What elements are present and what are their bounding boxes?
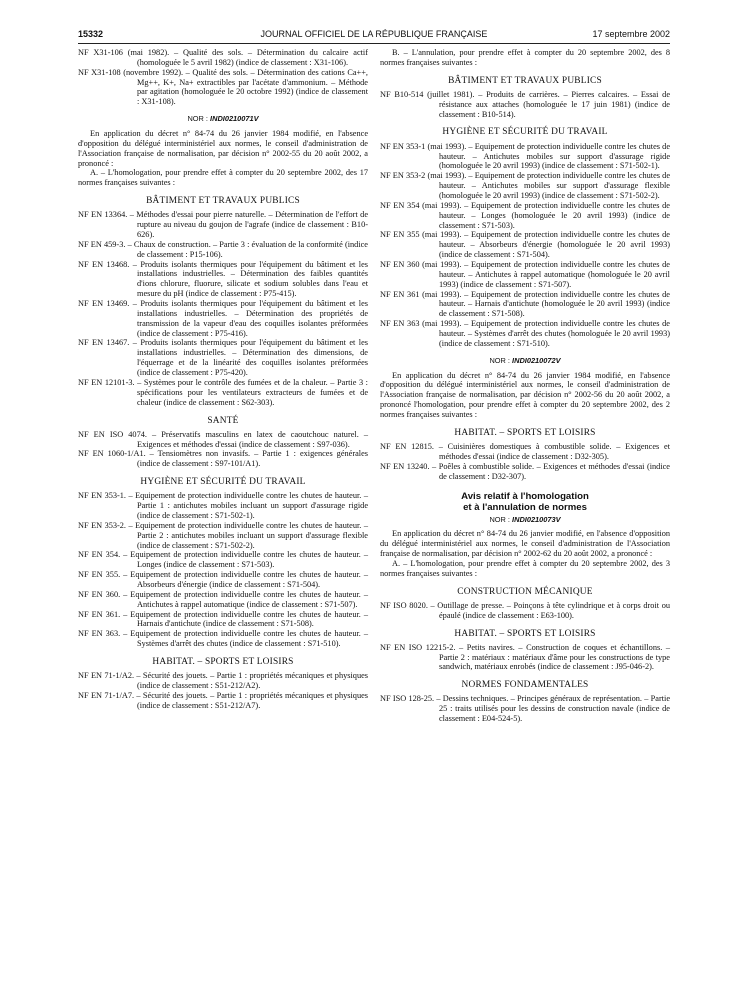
list-item: NF EN 12815. – Cuisinières domestiques à combustible solide. – Exigences et méthodes d'essai (indice de classement : D32-305). [380,442,670,461]
section-heading: SANTÉ [207,415,239,426]
homologation-paragraph: A. – L'homologation, pour prendre effet à compter du 20 septembre 2002, des 17 normes françaises suivantes : [78,168,368,188]
section-heading: CONSTRUCTION MÉCANIQUE [457,586,593,597]
section-heading: HYGIÈNE ET SÉCURITÉ DU TRAVAIL [442,127,608,138]
list-item: NF EN 354 (mai 1993). – Equipement de protection individuelle contre les chutes de hauteur. – Longes (homologuée le 20 avril 1993) (indice de classement : S71-503). [380,200,670,230]
homologation-paragraph: A. – L'homologation, pour prendre effet à compter du 20 septembre 2002, des 3 normes françaises suivantes : [380,558,670,578]
list-item: NF ISO 128-25. – Dessins techniques. – Principes généraux de représentation. – Partie 25 : traits utilisés pour les dessins de construction navale (indice de classement : E04-524-5). [380,694,670,724]
list-item: NF EN 361 (mai 1993). – Equipement de protection individuelle contre les chutes de hauteur. – Harnais d'antichute (homologuée le 20 avril 1993) (indice de classement : S71-508). [380,289,670,319]
list-item: NF EN 355 (mai 1993). – Equipement de protection individuelle contre les chutes de hauteur. – Absorbeurs d'énergie (homologuée le 20 avril 1993) (indice de classement : S71-504). [380,230,670,260]
list-item: NF EN 13364. – Méthodes d'essai pour pierre naturelle. – Détermination de l'effort de rupture au niveau du goujon de l'agrafe (indice de classement : B10-626). [78,210,368,240]
list-item: NF EN 363 (mai 1993). – Equipement de protection individuelle contre les chutes de hauteur. – Systèmes d'arrêt des chutes (homologuée le 20 avril 1993) (indice de classement : S71-510). [380,319,670,348]
list-item: NF EN 1060-1/A1. – Tensiomètres non invasifs. – Partie 1 : exigences générales (indice de classement : S97-101/A1). [78,449,368,469]
nor-label: NOR : [489,355,510,365]
list-item: NF EN 71-1/A7. – Sécurité des jouets. – Partie 1 : propriétés mécaniques et physiques (indice de classement : S51-212/A7). [78,690,368,710]
decree-paragraph: En application du décret n° 84-74 du 26 janvier 1984 modifié, en l'absence d'opposition du délégué interministériel aux normes, le conseil d'administration de l'Association française de normalisation, par décision n° 2002-56 du 20 août 2002, a prononcé l'homologation, pour prendre effet à compter du 20 septembre 2002, des 2 normes françaises suivantes : [380,370,670,419]
list-item: NF EN 355. – Equipement de protection individuelle contre les chutes de hauteur. – Absorbeurs d'énergie (indice de classement : S71-504). [78,570,368,590]
list-item: NF EN 353-2 (mai 1993). – Equipement de protection individuelle contre les chutes de hauteur. – Antichutes mobiles sur support d'assurage flexible (homologuée le 20 avril 1993) (indice de classement : S71-502-2). [380,171,670,200]
nor-value: INDI0210071V [210,114,259,124]
section-heading: HABITAT. – SPORTS ET LOISIRS [454,427,596,438]
issue-date: 17 septembre 2002 [592,29,670,39]
decree-paragraph: En application du décret n° 84-74 du 26 janvier 1984 modifié, en l'absence d'opposition du délégué interministériel aux normes, le conseil d'administration de l'Association française de normalisation, par décision n° 2002-55 du 20 août 2002, a prononcé : [78,128,368,168]
section-heading: HABITAT. – SPORTS ET LOISIRS [152,657,294,668]
list-item: NF EN 363. – Equipement de protection individuelle contre les chutes de hauteur. – Systèmes d'arrêt des chutes (indice de classement : S71-510). [78,629,368,649]
nor-reference [380,357,670,366]
page-header [78,27,670,43]
nor-reference [380,516,670,525]
left-column [78,48,368,711]
list-item: NF EN ISO 4074. – Préservatifs masculins en latex de caoutchouc naturel. – Exigences et méthodes d'essai (indice de classement : S97-036). [78,429,368,449]
list-item: NF EN 354. – Equipement de protection individuelle contre les chutes de hauteur. – Longes (indice de classement : S71-503). [78,550,368,570]
section-heading: BÂTIMENT ET TRAVAUX PUBLICS [448,75,602,86]
notice-title-line: Avis relatif à l'homologation [461,491,589,503]
nor-label: NOR : [489,514,510,524]
page-number: 15332 [78,29,104,39]
section-heading: BÂTIMENT ET TRAVAUX PUBLICS [146,196,300,207]
nor-value: INDI0210073V [512,514,561,524]
list-item: NF EN 353-1. – Equipement de protection individuelle contre les chutes de hauteur. – Partie 1 : antichutes mobiles incluant un support d'assurage rigide (indice de classement : S71-502-1). [78,491,368,521]
list-item: NF EN 13240. – Poêles à combustible solide. – Exigences et méthodes d'essai (indice de classement : D32-307). [380,461,670,481]
list-item: NF EN ISO 12215-2. – Petits navires. – Construction de coques et échantillons. – Partie 2 : matériaux : matériaux d'âme pour les constructions de type sandwich, matériaux enrobés (indice de classement : J95-046-2). [380,642,670,672]
notice-title-line: et à l'annulation de normes [463,502,587,514]
section-heading: HYGIÈNE ET SÉCURITÉ DU TRAVAIL [140,477,306,488]
list-item: NF X31-106 (mai 1982). – Qualité des sols. – Détermination du calcaire actif (homologuée le 5 avril 1982) (indice de classement : X31-106). [78,48,368,67]
list-item: NF EN 13467. – Produits isolants thermiques pour l'équipement du bâtiment et les installations industrielles. – Détermination des dimensions, de l'équerrage et de la linéarité des coquilles isolantes préformées (indice de classement : P75-420). [78,338,368,378]
list-item: NF EN 13468. – Produits isolants thermiques pour l'équipement du bâtiment et les installations industrielles. – Détermination des faibles quantités d'ions chlorure, fluorure, silicate et sodium solubles dans l'eau et mesure du pH (indice de classement : P75-415). [78,259,368,299]
right-column [380,48,670,724]
decree-paragraph: En application du décret n° 84-74 du 26 janvier modifié, en l'absence d'opposition du délégué interministériel aux normes, le conseil d'administration de l'Association française de normalisation, par décision n° 2002-62 du 20 août 2002, a prononcé : [380,529,670,559]
list-item: NF EN 361. – Equipement de protection individuelle contre les chutes de hauteur. – Harnais d'antichute (indice de classement : S71-508). [78,609,368,629]
list-item: NF EN 71-1/A2. – Sécurité des jouets. – Partie 1 : propriétés mécaniques et physiques (indice de classement : S51-212/A2). [78,671,368,691]
journal-title: JOURNAL OFFICIEL DE LA RÉPUBLIQUE FRANÇAISE [260,29,488,39]
nor-value: INDI0210072V [512,355,561,365]
annulation-paragraph: B. – L'annulation, pour prendre effet à compter du 20 septembre 2002, des 8 normes françaises suivantes : [380,48,670,67]
list-item: NF EN 353-2. – Equipement de protection individuelle contre les chutes de hauteur. – Partie 2 : antichutes mobiles incluant un support d'assurage flexible (indice de classement : S71-502-2). [78,520,368,550]
section-heading: HABITAT. – SPORTS ET LOISIRS [454,628,596,639]
list-item: NF X31-108 (novembre 1992). – Qualité des sols. – Détermination des cations Ca++, Mg++, K+, Na+ extractibles par l'acétate d'ammonium. – Méthode par agitation (homologuée le 20 octobre 1992) (indice de classement : X31-108). [78,67,368,107]
nor-reference [78,115,368,124]
section-heading: NORMES FONDAMENTALES [461,680,589,691]
list-item: NF EN 13469. – Produits isolants thermiques pour l'équipement du bâtiment et les installations industrielles. – Détermination des propriétés de transmission de la vapeur d'eau des coquilles isolantes préformées (indice de classement : P75-416). [78,299,368,338]
nor-label: NOR : [187,114,208,124]
list-item: NF EN 353-1 (mai 1993). – Equipement de protection individuelle contre les chutes de hauteur. – Antichutes mobiles sur support d'assurage rigide (homologuée le 20 avril 1993) (indice de classement : S71-502-1). [380,141,670,171]
list-item: NF EN 360. – Equipement de protection individuelle contre les chutes de hauteur. – Antichutes à rappel automatique (indice de classement : S71-507). [78,589,368,609]
list-item: NF EN 459-3. – Chaux de construction. – Partie 3 : évaluation de la conformité (indice de classement : P15-106). [78,239,368,259]
header-divider [78,43,670,44]
notice-title [380,491,670,513]
list-item: NF ISO 8020. – Outillage de presse. – Poinçons à tête cylindrique et à corps droit ou épaulé (indice de classement : E63-100). [380,600,670,620]
list-item: NF EN 12101-3. – Systèmes pour le contrôle des fumées et de la chaleur. – Partie 3 : spécifications pour les ventilateurs extracteurs de fumées et de chaleur (indice de classement : S62-303). [78,377,368,407]
list-item: NF B10-514 (juillet 1981). – Produits de carrières. – Pierres calcaires. – Essai de résistance aux attaches (homologuée le 17 juin 1981) (indice de classement : B10-514). [380,89,670,119]
list-item: NF EN 360 (mai 1993). – Equipement de protection individuelle contre les chutes de hauteur. – Antichutes à rappel automatique (homologuée le 20 avril 1993) (indice de classement : S71-507). [380,259,670,289]
